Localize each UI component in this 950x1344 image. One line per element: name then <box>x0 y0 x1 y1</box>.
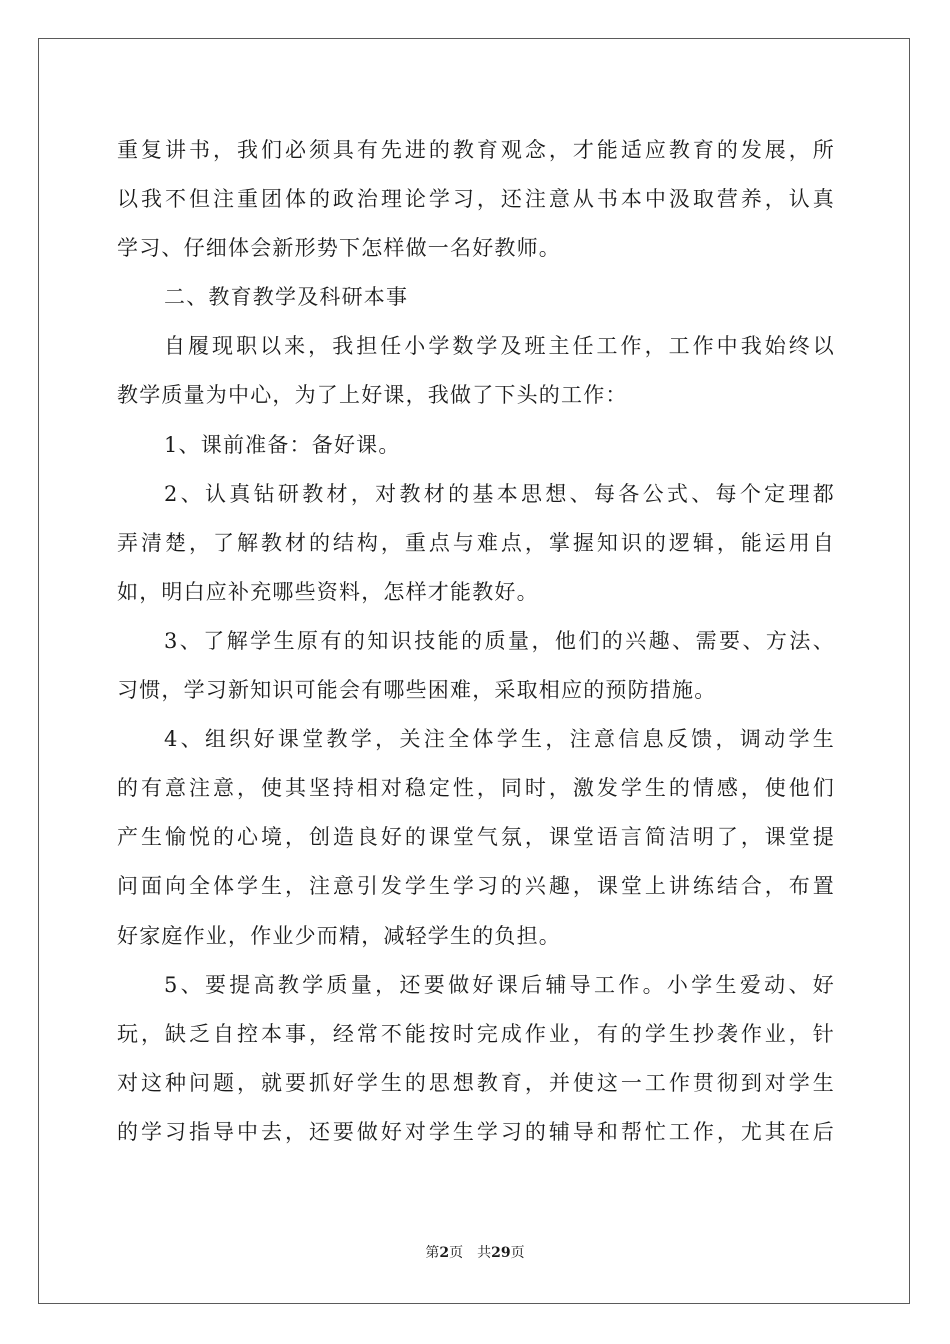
footer-page-suffix: 页 <box>449 1245 464 1261</box>
text-line: 5、要提高教学质量，还要做好课后辅导工作。小学生爱动、好 <box>164 972 835 997</box>
text-line: 以我不但注重团体的政治理论学习，还注意从书本中汲取营养，认真 <box>117 187 835 212</box>
text-line: 教学质量为中心，为了上好课，我做了下头的工作： <box>117 383 628 408</box>
text-line: 1、课前准备：备好课。 <box>164 432 401 457</box>
text-line: 2、认真钻研教材，对教材的基本思想、每各公式、每个定理都 <box>164 481 835 506</box>
text-line: 玩，缺乏自控本事，经常不能按时完成作业，有的学生抄袭作业，针 <box>117 1021 835 1046</box>
footer-page-number: 2 <box>439 1245 450 1261</box>
text-line: 二、教育教学及科研本事 <box>164 285 409 310</box>
text-line: 的有意注意，使其坚持相对稳定性，同时，激发学生的情感，使他们 <box>117 776 835 801</box>
text-line: 3、了解学生原有的知识技能的质量，他们的兴趣、需要、方法、 <box>164 628 835 653</box>
text-line: 重复讲书，我们必须具有先进的教育观念，才能适应教育的发展，所 <box>117 138 835 162</box>
footer-total-prefix: 共 <box>477 1245 492 1261</box>
text-line: 如，明白应补充哪些资料，怎样才能教好。 <box>117 579 539 604</box>
footer-total-pages: 29 <box>491 1245 511 1261</box>
page-footer <box>0 1242 950 1262</box>
text-line: 的学习指导中去，还要做好对学生学习的辅导和帮忙工作，尤其在后 <box>117 1119 835 1144</box>
document-body <box>117 126 835 1157</box>
text-line: 弄清楚，了解教材的结构，重点与难点，掌握知识的逻辑，能运用自 <box>117 530 835 555</box>
text-line: 自履现职以来，我担任小学数学及班主任工作，工作中我始终以 <box>164 334 835 359</box>
text-line: 问面向全体学生，注意引发学生学习的兴趣，课堂上讲练结合，布置 <box>117 874 835 899</box>
text-line: 对这种问题，就要抓好学生的思想教育，并使这一工作贯彻到对学生 <box>117 1070 835 1095</box>
text-line: 好家庭作业，作业少而精，减轻学生的负担。 <box>117 923 561 948</box>
text-line: 学习、仔细体会新形势下怎样做一名好教师。 <box>117 236 561 261</box>
text-line: 4、组织好课堂教学，关注全体学生，注意信息反馈，调动学生 <box>164 727 835 752</box>
footer-page-prefix: 第 <box>425 1245 440 1261</box>
text-line: 产生愉悦的心境，创造良好的课堂气氛，课堂语言简洁明了，课堂提 <box>117 825 835 850</box>
text-line: 习惯，学习新知识可能会有哪些困难，采取相应的预防措施。 <box>117 678 717 703</box>
footer-total-suffix: 页 <box>510 1245 525 1261</box>
